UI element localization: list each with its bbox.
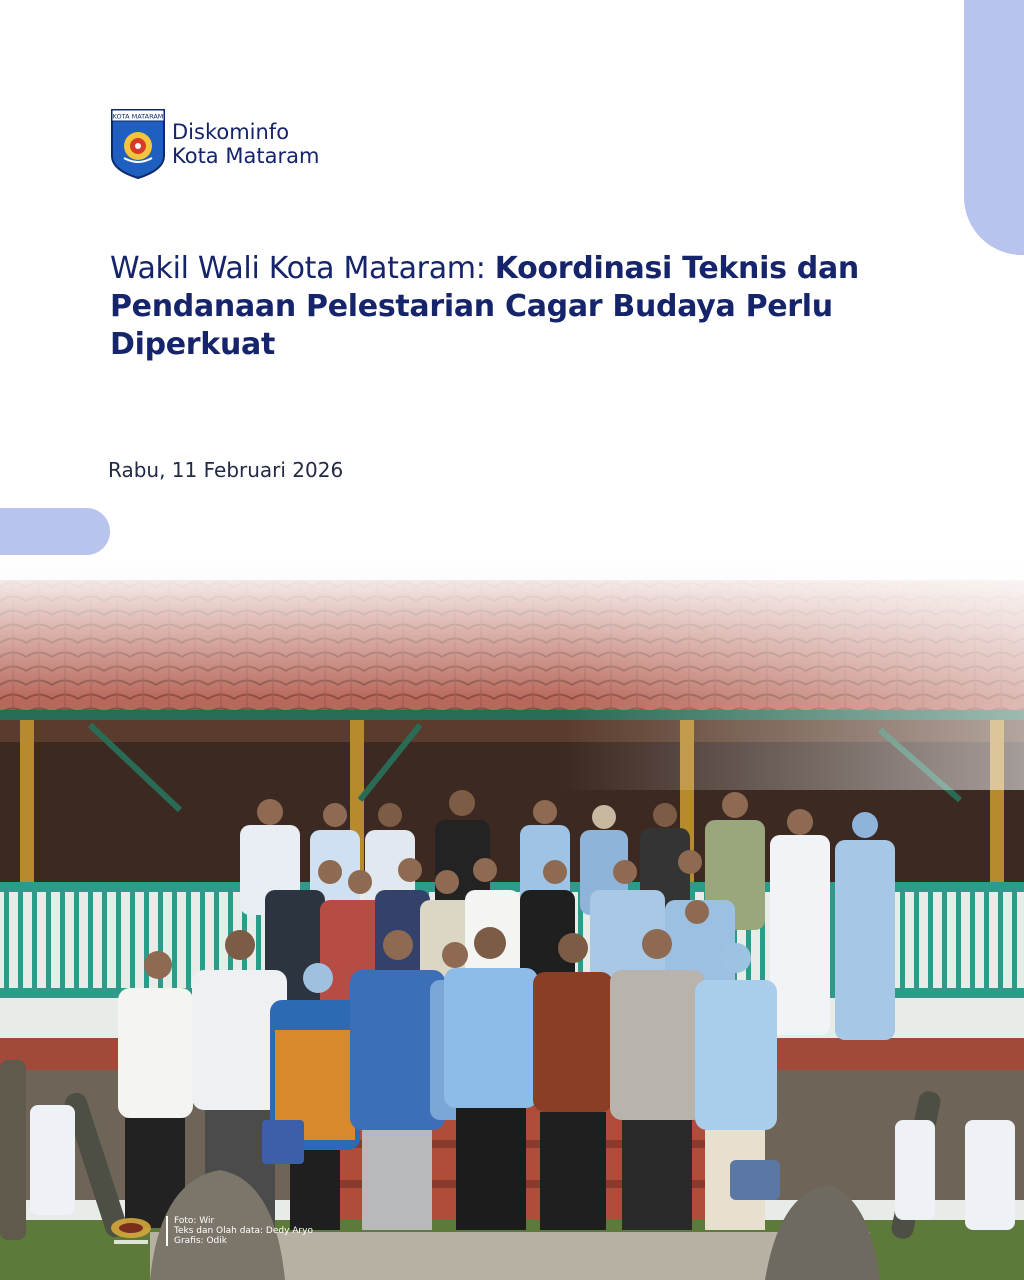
brand-name: Diskominfo — [172, 120, 290, 144]
credit-photo: Foto: Wir — [174, 1216, 215, 1226]
group-photo — [0, 560, 1024, 1280]
credit-text: Teks dan Olah data: Dedy Aryo — [174, 1226, 313, 1236]
corner-decoration — [964, 0, 1024, 255]
publish-date: Rabu, 11 Februari 2026 — [108, 458, 344, 482]
svg-text:KOTA MATARAM: KOTA MATARAM — [112, 112, 164, 121]
headline — [110, 250, 910, 364]
brand-subname: Kota Mataram — [172, 144, 320, 168]
credit-graphic: Grafis: Odik — [174, 1236, 227, 1246]
brand-logo — [110, 108, 319, 180]
headline-main: Koordinasi Teknis dan Pendanaan Pelestarian Cagar Budaya Perlu Diperkuat — [110, 251, 859, 362]
side-decoration — [0, 508, 110, 555]
event-logo-icon — [108, 1214, 154, 1248]
headline-lead: Wakil Wali Kota Mataram: — [110, 251, 495, 286]
photo-credits — [108, 1214, 313, 1248]
city-emblem-icon — [110, 108, 166, 180]
